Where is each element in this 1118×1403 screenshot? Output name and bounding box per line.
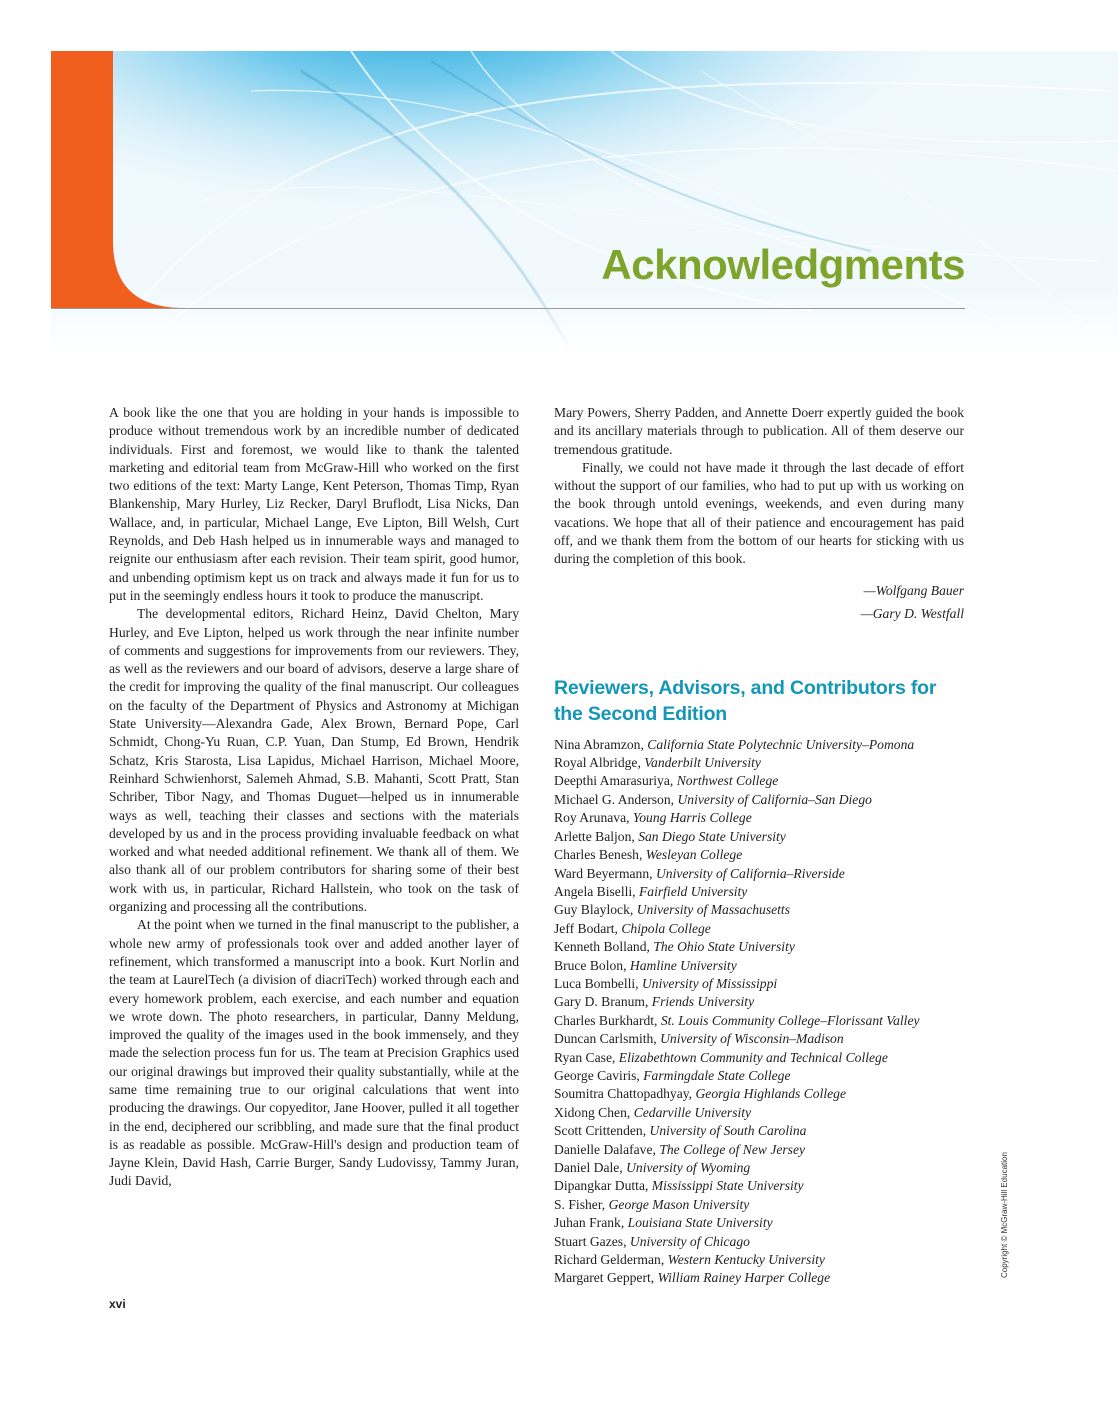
reviewer-entry bbox=[554, 975, 964, 993]
reviewer-name: Gary D. Branum, bbox=[554, 994, 649, 1010]
right-column bbox=[554, 404, 964, 1301]
reviewer-name: Guy Blaylock, bbox=[554, 902, 634, 918]
reviewer-name: Margaret Geppert, bbox=[554, 1270, 655, 1286]
reviewer-entry bbox=[554, 1012, 964, 1030]
paragraph: At the point when we turned in the final manuscript to the publisher, a whole new army of professionals took over and added another layer of refinement, which transformed a manuscript into a book. Kurt Norlin and the team at LaurelTech (a division of diacriTech) worked through each and every homework problem, each exercise, and each number and equation we wrote down. The photo researchers, in particular, Danny Meldung, improved the quality of the images used in the book immensely, and they made the selection process fun for us. The team at Precision Graphics used our original drawings but improved their quality substantially, while at the same time remaining true to our original calculations that went into producing the drawings. Our copyeditor, Jane Hoover, pulled it all together in the end, deciphered our scribbling, and made sure that the final product is as readable as possible. McGraw-Hill's design and production team of Jayne Klein, David Hash, Carrie Burger, Sandy Ludovissy, Tammy Juran, Judi David, bbox=[109, 917, 519, 1189]
reviewer-name: Juhan Frank, bbox=[554, 1215, 625, 1231]
reviewer-institution: University of Mississippi bbox=[641, 975, 778, 991]
reviewer-institution: University of South Carolina bbox=[649, 1123, 807, 1139]
reviewer-entry bbox=[554, 1141, 964, 1159]
reviewer-list bbox=[554, 736, 964, 1288]
reviewer-name: Arlette Baljon, bbox=[554, 828, 635, 844]
reviewer-entry bbox=[554, 754, 964, 772]
left-column bbox=[109, 404, 519, 1191]
reviewer-institution: Hamline University bbox=[629, 957, 737, 973]
reviewer-name: Royal Albridge, bbox=[554, 755, 641, 771]
reviewer-name: Duncan Carlsmith, bbox=[554, 1031, 657, 1047]
reviewer-entry bbox=[554, 1196, 964, 1214]
reviewer-name: Ryan Case, bbox=[554, 1049, 616, 1065]
reviewer-name: Soumitra Chattopadhyay, bbox=[554, 1086, 693, 1102]
title-divider bbox=[51, 308, 965, 309]
reviewer-institution: Young Harris College bbox=[632, 810, 752, 826]
reviewer-entry bbox=[554, 791, 964, 809]
reviewer-entry bbox=[554, 772, 964, 790]
reviewer-entry bbox=[554, 1067, 964, 1085]
reviewer-name: Danielle Dalafave, bbox=[554, 1141, 656, 1157]
reviewer-name: Nina Abramzon, bbox=[554, 736, 644, 752]
reviewer-entry bbox=[554, 1159, 964, 1177]
reviewer-institution: San Diego State University bbox=[638, 828, 786, 844]
reviewer-institution: The College of New Jersey bbox=[659, 1141, 806, 1157]
reviewer-entry bbox=[554, 1233, 964, 1251]
reviewer-name: Luca Bombelli, bbox=[554, 975, 639, 991]
reviewer-institution: Farmingdale State College bbox=[643, 1067, 791, 1083]
reviewer-institution: University of Chicago bbox=[629, 1233, 750, 1249]
reviewer-institution: Cedarville University bbox=[633, 1104, 752, 1120]
reviewer-institution: California State Polytechnic University–Pomona bbox=[647, 736, 915, 752]
reviewer-name: Jeff Bodart, bbox=[554, 920, 618, 936]
reviewer-institution: St. Louis Community College–Florissant Valley bbox=[660, 1012, 920, 1028]
reviewer-name: Kenneth Bolland, bbox=[554, 939, 650, 955]
reviewer-entry bbox=[554, 1269, 964, 1287]
reviewer-institution: The Ohio State University bbox=[653, 939, 795, 955]
reviewer-entry bbox=[554, 846, 964, 864]
paragraph: The developmental editors, Richard Heinz, David Chelton, Mary Hurley, and Eve Lipton, helped us work through the near infinite number of comments and suggestions for improvements from our reviewers. They, as well as the reviewers and our board of advisors, deserve a large share of the credit for improving the quality of the final manuscript. Our colleagues on the faculty of the Department of Physics and Astronomy at Michigan State University—Alexandra Gade, Alex Brown, Bernard Pope, Carl Schmidt, Chong-Yu Ruan, C.P. Yuan, Dan Stump, Ed Brown, Hendrik Schatz, Kris Starosta, Lisa Lapidus, Michael Harrison, Michael Moore, Reinhard Schwienhorst, Salemeh Ahmad, S.B. Mahanti, Scott Pratt, Stan Schriber, Tibor Nagy, and Thomas Duguet—helped us in innumerable ways as well, teaching their classes and sections with the materials developed by us and in the process providing invaluable feedback on what worked and what needed additional refinement. We thank all of them. We also thank all of our problem contributors for sharing some of their best work with us, in particular, Richard Hallstein, who took on the task of organizing and processing all the contributions. bbox=[109, 606, 519, 915]
reviewer-entry bbox=[554, 809, 964, 827]
reviewer-institution: William Rainey Harper College bbox=[657, 1270, 831, 1286]
paragraph: A book like the one that you are holding in your hands is impossible to produce without tremendous work by an incredible number of dedicated individuals. First and foremost, we would like to thank the talented marketing and editorial team from McGraw-Hill who worked on the first two editions of the text: Marty Lange, Kent Peterson, Thomas Timp, Ryan Blankenship, Mary Hurley, Liz Recker, Daryl Bruflodt, Lisa Nicks, Dan Wallace, and, in particular, Michael Lange, Eve Lipton, Bill Welsh, Curt Reynolds, and Deb Hash helped us in innumerable ways and managed to reignite our enthusiasm after each revision. Their team spirit, good humor, and unbending optimism kept us on track and always made it fun for us to put in the seemingly endless hours it took to produce the manuscript. bbox=[109, 405, 519, 603]
reviewer-entry bbox=[554, 736, 964, 754]
reviewer-institution: Western Kentucky University bbox=[667, 1252, 825, 1268]
reviewer-institution: Mississippi State University bbox=[651, 1178, 804, 1194]
reviewer-name: Charles Benesh, bbox=[554, 847, 643, 863]
reviewer-entry bbox=[554, 1177, 964, 1195]
paragraph: Finally, we could not have made it through the last decade of effort without the support of our families, who had to put up with us working on the book through untold evenings, weekends, and even during many vacations. We hope that all of their patience and encouragement has paid off, and we thank them from the bottom of our hearts for sticking with us during the completion of this book. bbox=[554, 459, 964, 567]
reviewer-name: Richard Gelderman, bbox=[554, 1252, 665, 1268]
reviewer-entry bbox=[554, 1030, 964, 1048]
paragraph: Mary Powers, Sherry Padden, and Annette Doerr expertly guided the book and its ancillary materials through to publication. All of them deserve our tremendous gratitude. bbox=[554, 405, 964, 457]
reviewer-name: Dipangkar Dutta, bbox=[554, 1178, 649, 1194]
reviewer-institution: Fairfield University bbox=[638, 883, 748, 899]
reviewer-entry bbox=[554, 1049, 964, 1067]
signature-author: —Wolfgang Bauer bbox=[863, 582, 964, 598]
reviewer-name: Scott Crittenden, bbox=[554, 1123, 647, 1139]
reviewer-entry bbox=[554, 901, 964, 919]
reviewer-name: Angela Biselli, bbox=[554, 883, 636, 899]
reviewer-institution: Friends University bbox=[651, 994, 755, 1010]
reviewer-name: Xidong Chen, bbox=[554, 1104, 631, 1120]
reviewer-institution: University of Massachusetts bbox=[636, 902, 790, 918]
reviewer-name: Ward Beyermann, bbox=[554, 865, 653, 881]
copyright-notice: Copyright © McGraw-Hill Education bbox=[1000, 1152, 1009, 1278]
reviewer-entry bbox=[554, 1122, 964, 1140]
page-title: Acknowledgments bbox=[601, 241, 965, 288]
reviewer-entry bbox=[554, 883, 964, 901]
reviewer-institution: University of Wisconsin–Madison bbox=[660, 1031, 844, 1047]
reviewer-name: Bruce Bolon, bbox=[554, 957, 627, 973]
reviewer-name: George Caviris, bbox=[554, 1067, 640, 1083]
reviewer-name: S. Fisher, bbox=[554, 1196, 606, 1212]
reviewer-entry bbox=[554, 1251, 964, 1269]
reviewer-institution: Georgia Highlands College bbox=[695, 1086, 846, 1102]
reviewer-institution: Louisiana State University bbox=[627, 1215, 773, 1231]
reviewer-institution: Vanderbilt University bbox=[644, 755, 761, 771]
reviewer-entry bbox=[554, 1104, 964, 1122]
reviewer-entry bbox=[554, 1085, 964, 1103]
reviewer-institution: University of California–Riverside bbox=[655, 865, 845, 881]
reviewer-entry bbox=[554, 938, 964, 956]
reviewer-name: Charles Burkhardt, bbox=[554, 1012, 658, 1028]
signatures bbox=[554, 579, 964, 625]
reviewer-entry bbox=[554, 828, 964, 846]
reviewer-institution: Elizabethtown Community and Technical College bbox=[618, 1049, 888, 1065]
reviewer-name: Deepthi Amarasuriya, bbox=[554, 773, 674, 789]
reviewer-institution: Wesleyan College bbox=[645, 847, 743, 863]
signature-author: —Gary D. Westfall bbox=[860, 605, 964, 621]
reviewer-institution: Chipola College bbox=[621, 920, 711, 936]
header-banner bbox=[51, 51, 1118, 351]
reviewer-institution: University of Wyoming bbox=[626, 1160, 751, 1176]
reviewer-entry bbox=[554, 1214, 964, 1232]
reviewer-entry bbox=[554, 920, 964, 938]
reviewer-institution: Northwest College bbox=[676, 773, 779, 789]
reviewer-entry bbox=[554, 957, 964, 975]
reviewer-entry bbox=[554, 865, 964, 883]
reviewer-name: Daniel Dale, bbox=[554, 1160, 623, 1176]
reviewer-institution: George Mason University bbox=[608, 1196, 750, 1212]
reviewer-entry bbox=[554, 993, 964, 1011]
reviewer-name: Michael G. Anderson, bbox=[554, 791, 675, 807]
orange-curve-decoration bbox=[51, 51, 181, 309]
reviewer-institution: University of California–San Diego bbox=[677, 791, 872, 807]
reviewer-name: Stuart Gazes, bbox=[554, 1233, 627, 1249]
page-number: xvi bbox=[109, 1297, 126, 1311]
section-heading: Reviewers, Advisors, and Contributors for the Second Edition bbox=[554, 676, 937, 725]
reviewer-name: Roy Arunava, bbox=[554, 810, 630, 826]
